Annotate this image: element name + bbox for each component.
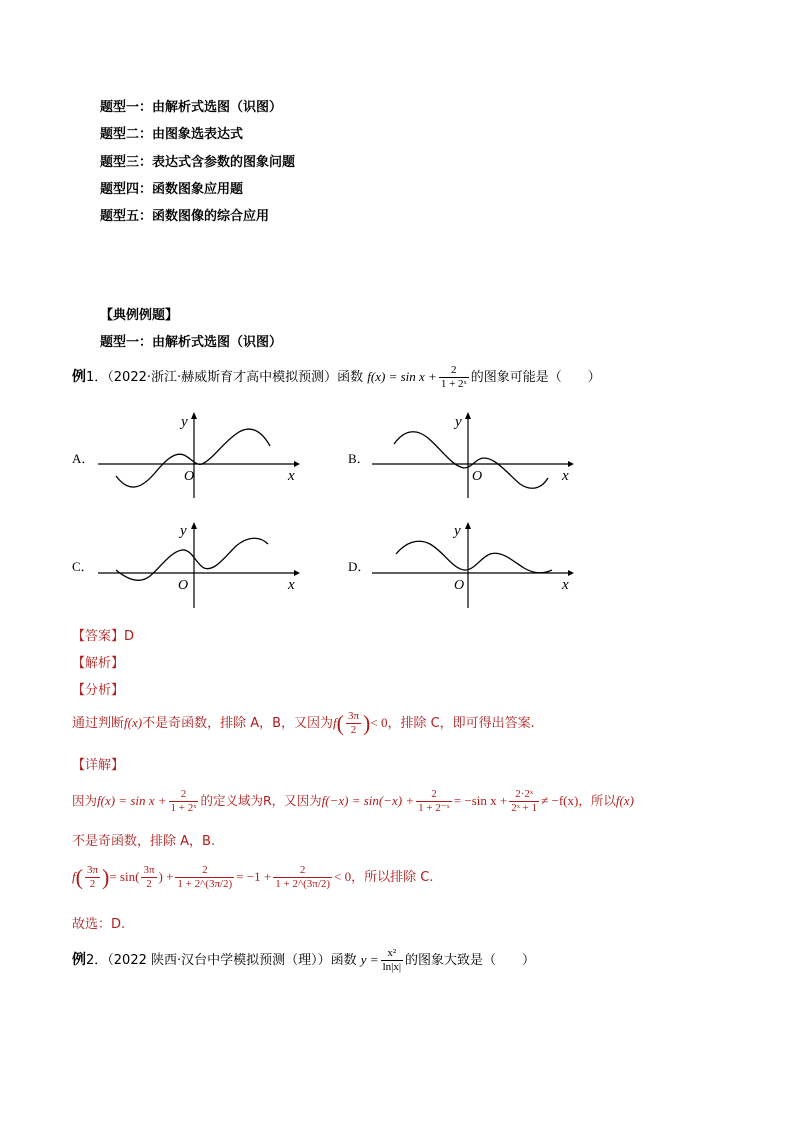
example-2-question: 例2．（2022 陕西·汉台中学模拟预测（理））函数 y = $\frac{\text{x²}}{\ln|x|}$ 的图象大致是（ ） — [72, 947, 536, 973]
toc-item: 题型三：表达式含参数的图象问题 — [100, 155, 296, 170]
y-axis-label: y — [455, 414, 462, 430]
choice-d-graph[interactable] — [372, 518, 582, 610]
curve — [394, 432, 548, 489]
x-axis-arrow — [294, 461, 300, 467]
x-axis-arrow — [294, 570, 300, 576]
choice-b-label[interactable]: B． — [348, 451, 370, 466]
section-title: 题型一：由解析式选图（识图） — [100, 335, 283, 350]
choice-d-label[interactable]: D． — [348, 559, 371, 574]
y-axis-label: y — [180, 523, 187, 539]
choice-c-graph[interactable] — [98, 518, 308, 610]
conclusion: 故选：D. — [72, 917, 126, 932]
curve — [116, 538, 268, 580]
y-axis-label: y — [454, 523, 461, 539]
origin-label: O — [472, 469, 483, 484]
fenxi-label: 【分析】 — [72, 683, 125, 698]
example-label: 例 — [72, 369, 86, 385]
toc-item: 题型五：函数图像的综合应用 — [100, 209, 270, 224]
detail-line-2: 不是奇函数，排除 A，B. — [72, 834, 216, 849]
x-axis-label: x — [562, 468, 569, 484]
y-axis-arrow — [465, 412, 471, 419]
curve — [396, 541, 552, 573]
detail-line-1: 因为f(x) = sin x + $\frac{2}{\text{1 + 2ˣ}}$ 的定义域为R，又因为f(−x) = sin(−x) + $\frac{2}{\text{1 + 2⁻ˣ}}$ = −sin x + $\frac{\text{2·2ˣ}}{\text{2ˣ + 1}}$ ≠ −f(x)，所以f(x) — [72, 788, 634, 814]
jiexi-label: 【解析】 — [72, 656, 125, 671]
x-axis-label: x — [562, 577, 569, 593]
choice-a-graph[interactable] — [98, 408, 308, 500]
example-1-question: 例1．（2022·浙江·赫威斯育才高中模拟预测）函数 f(x) = sin x + $\frac{2}{\text{1 + 2ˣ}}$ 的图象可能是（ ） — [72, 364, 601, 390]
toc-item: 题型二：由图象选表达式 — [100, 127, 244, 142]
x-axis-arrow — [568, 461, 574, 467]
detail-line-3: f( $\frac{3\pi}{2}$ )= sin( $\frac{3\pi}{2}$ ) + $\frac{2}{1 + 2\^{}(3\pi/2)}$ = −1 + $\frac{2}{1 + 2\^{}(3\pi/2)}$ < 0，所以排除 C. — [72, 864, 434, 890]
answer-label: 【答案】D — [72, 629, 135, 644]
example-label: 例 — [72, 952, 86, 968]
origin-label: O — [178, 578, 189, 593]
x-axis-label: x — [288, 468, 295, 484]
y-axis-label: y — [181, 414, 188, 430]
origin-label: O — [454, 578, 465, 593]
section-header: 【典例例题】 — [100, 308, 179, 323]
fenxi-text: 通过判断f(x)不是奇函数，排除 A，B，又因为f( $\frac{3\pi}{2}$ )< 0，排除 C，即可得出答案. — [72, 710, 535, 736]
y-axis-arrow — [191, 412, 197, 419]
xiangjie-label: 【详解】 — [72, 758, 125, 773]
choice-b-graph[interactable] — [372, 408, 582, 500]
origin-label: O — [184, 469, 195, 484]
x-axis-arrow — [568, 570, 574, 576]
choice-c-label[interactable]: C． — [72, 559, 94, 574]
y-axis-arrow — [191, 522, 197, 529]
y-axis-arrow — [465, 522, 471, 529]
choice-a-label[interactable]: A． — [72, 451, 95, 466]
x-axis-label: x — [288, 577, 295, 593]
toc-item: 题型四：函数图象应用题 — [100, 182, 244, 197]
toc-item: 题型一：由解析式选图（识图） — [100, 100, 283, 115]
